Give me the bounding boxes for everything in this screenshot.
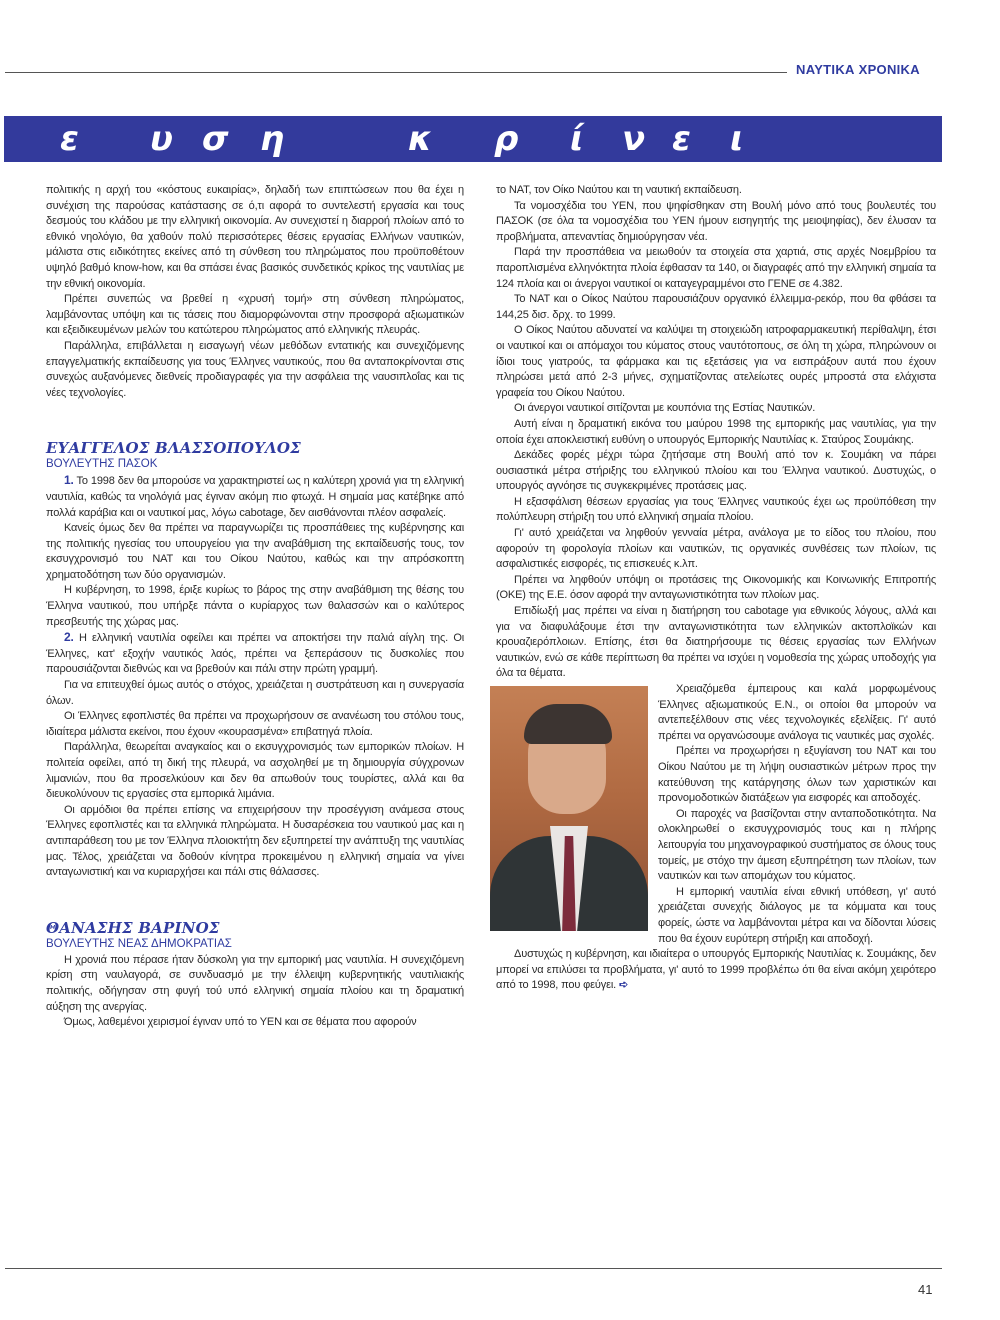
- paragraph: το ΝΑΤ, τον Οίκο Ναύτου και τη ναυτική εκπαίδευση.: [496, 184, 742, 196]
- banner-letter: ι: [730, 119, 744, 159]
- paragraph-text: Η ελληνική ναυτιλία οφείλει και πρέπει να αποκτήσει την παλιά αίγλη της. Οι Έλληνες, κατ' εξοχήν ναυτικός λαός, πρέπει να ξεπεράσουν τις δυσκολίες που παρουσιάζονται διεθνώς και να βρεθούν και πάλι στην πρώτη γραμμή.: [46, 632, 465, 676]
- portrait-photo: [490, 686, 648, 931]
- paragraph: Οι άνεργοι ναυτικοί σιτίζονται με κουπόνια της Εστίας Ναυτικών.: [514, 402, 816, 415]
- paragraph: Ο Οίκος Ναύτου αδυνατεί να καλύψει τη στοιχειώδη ιατροφαρμακευτική περίθαλψη, έτσι οι ναυτικοί και οι απόμαχοι του κύματος στους ναυτότοπους, σε όλη τη χώρα, πληρώνουν οι ίδιοι τους γιατρούς, τα φάρμακα και τις εξετάσεις για να εισπράξουν αυτά που έχουν πληρώσει μετά από 2-3 μήνες, σχηματίζοντας ατελείωτες ουρές μπροστά στα ελάχιστα γραφεία του Οίκου Ναύτου.: [496, 324, 936, 399]
- banner-letter: κ: [408, 119, 433, 159]
- paragraph: Παράλληλα, θεωρείται αναγκαίος και ο εκσυγχρονισμός των εμπορικών πλοίων. Η πολιτεία οφείλει, από τη δική της πλευρά, να ασχοληθεί με τη δημιουργία σύγχρονων λιμανιών, που θα προσελκύουν και δεν θα απωθούν τους τουρίστες, αλλά και θα διευκολύνουν τις εργασίες στα εμπορικά λιμάνια.: [46, 741, 464, 801]
- question-number: 1.: [64, 473, 74, 488]
- magazine-name: ΝΑΥΤΙΚΑ ΧΡΟΝΙΚΑ: [796, 62, 920, 77]
- paragraph: Πρέπει να προχωρήσει η εξυγίανση του ΝΑΤ και του Οίκου Ναύτου με τη λήψη ουσιαστικών μέτρων προς την κατεύθυνση της κατάργησης όλων των χαριστικών και προνομοδοτικών διατάξεων για εισφορές και αποδοχές.: [658, 745, 936, 805]
- paragraph: Γι' αυτό χρειάζεται να ληφθούν γενναία μέτρα, ανάλογα με το είδος του πλοίου, που αφορούν τη φορολογία πλοίων και ναυτικών, τις οργανικές συνθέσεις των πλοίων, τις ασφαλιστικές εισφορές, τις επισκευές κ.λπ.: [496, 527, 936, 571]
- paragraph: Η κυβέρνηση, το 1998, έριξε κυρίως το βάρος της στην αναβάθμιση της θέσης του Έλληνα ναυτικού, που υπήρξε πάντα ο κυρίαρχος των θαλασσών και ο καλύτερος πρεσβευτής της χώρας μας.: [46, 584, 464, 628]
- paragraph-text: Δυστυχώς η κυβέρνηση, και ιδιαίτερα ο υπουργός Εμπορικής Ναυτιλίας κ. Σουμάκης, δεν μπορεί να επιλύσει τα προβλήματα, γι' αυτό το 1999 προβλέπω ότι θα είναι ακόμη χειρότερο από το 1998, που φεύγει.: [496, 948, 936, 992]
- paragraph: Επιδίωξή μας πρέπει να είναι η διατήρηση του cabotage για εθνικούς λόγους, αλλά και για να διαφυλάξουμε έτσι την ανταγωνιστικότητα των ελληνικών ακτοπλοϊκών και κρουαζιερόπλοιων. Επίσης, έτσι θα διατηρήσουμε τις θέσεις εργασίας των Ελλήνων ναυτικών, ενώ σε κάθε περίπτωση θα πρέπει να ισχύει η νομοθεσία της χώρας υποδοχής για όλα τα θέματα.: [496, 605, 936, 680]
- paragraph: Η χρονιά που πέρασε ήταν δύσκολη για την εμπορική μας ναυτιλία. Η συνεχιζόμενη κρίση στη ναυλαγορά, σε συνδυασμό με την έλλειψη κυβερνητικής ναυτιλιακής πολιτικής, οδήγησαν στη φυγή τού υπό ελληνική σημαία πλοίου και τη δραματική αύξηση της ανεργίας.: [46, 953, 464, 1013]
- banner-letter: ε: [60, 119, 79, 159]
- paragraph: Αυτή είναι η δραματική εικόνα του μαύρου 1998 της εμπορικής μας ναυτιλίας, για την οποία έχει αποκλειστική ευθύνη ο υπουργός Εμπορικής Ναυτιλίας κ. Σταύρος Σουμάκης.: [496, 417, 936, 446]
- end-arrow-icon: ➪: [618, 979, 629, 992]
- section-banner: [4, 116, 942, 162]
- paragraph: Πρέπει συνεπώς να βρεθεί η «χρυσή τομή» στη σύνθεση πληρώματος, λαμβάνοντας υπόψη και τις τάσεις που διαμορφώνονται στην προσφορά αξιωματικών και εξειδικευμένων μελών του κατώτερου πληρώματος από ελληνικής πλευράς.: [46, 293, 464, 337]
- banner-letter: η: [260, 119, 285, 159]
- paragraph: Κανείς όμως δεν θα πρέπει να παραγνωρίζει τις προσπάθειες της κυβέρνησης και της πολιτικής ηγεσίας του υπουργείου για την αναβάθμιση της εκπαίδευσής τους, τον εκσυγχρονισμό του ΝΑΤ και του Οίκου Ναύτου, καθώς και την απρόσκοπτη χρηματοδότηση των δύο οργανισμών.: [46, 522, 464, 581]
- banner-letter: ε: [672, 119, 691, 159]
- banner-letter: ν: [622, 119, 646, 159]
- paragraph: Οι αρμόδιοι θα πρέπει επίσης να επιχειρήσουν την προσέγγιση ανάμεσα στους Έλληνες εφοπλιστές και τα ελληνικά πληρώματα. Η δυσαρέσκεια του ναυτικού μας και η αντιπαράθεση του με τον Έλληνα πλοιοκτήτη δεν εξυπηρετεί την ανάπτυξη της ναυτιλίας μας. Τέλος, χρειάζεται να δοθούν κίνητρα προκειμένου η ελληνική σημαία να γίνει ανταγωνιστική και να κυριαρχήσει και πάλι στις θάλασσες.: [46, 803, 464, 879]
- right-column: [496, 183, 936, 994]
- paragraph: Οι Έλληνες εφοπλιστές θα πρέπει να προχωρήσουν σε ανανέωση του στόλου τους, ιδιαίτερα μάλιστα εκείνοι, που έχουν «κουρασμένα» επιβατηγά πλοία.: [46, 710, 464, 738]
- paragraph: Η εμπορική ναυτιλία είναι εθνική υπόθεση, γι' αυτό χρειάζεται συνεχής διάλογος με τα κόμματα και τους φορείς, ώστε να λαμβάνονται μέτρα και να δίδονται λύσεις που θα έχουν ευρύτερη στήριξη και αποδοχή.: [658, 885, 936, 945]
- paragraph-text: Το 1998 δεν θα μπορούσε να χαρακτηριστεί ως η καλύτερη χρονιά για τη ελληνική ναυτιλία, καθώς τα νηολόγιά μας έγιναν ακόμη πιο φτωχά. Η σημαία μας κατέβηκε από πολλά καράβια και οι ναυτικοί μας, λόγω cabotage, δεν αισθάνονται πλέον ασφαλείς.: [46, 475, 464, 519]
- paragraph: Πρέπει να ληφθούν υπόψη οι προτάσεις της Οικονομικής και Κοινωνικής Επιτροπής (ΟΚΕ) της Ε.Ε. όσον αφορά την ανταγωνιστικότητα των πλοίων μας.: [496, 573, 936, 602]
- photo-hair: [524, 704, 612, 744]
- paragraph: Δεκάδες φορές μέχρι τώρα ζητήσαμε στη Βουλή από τον κ. Σουμάκη να πάρει ουσιαστικά μέτρα στήριξης του ελληνικού πλοίου και του Έλληνα ναυτικού. Δυστυχώς, ο υπουργός αγνόησε τις συγκεκριμένες προτάσεις μας.: [496, 449, 936, 493]
- author-name: ΕΥΑΓΓΕΛΟΣ ΒΛΑΣΣΟΠΟΥΛΟΣ: [46, 439, 301, 458]
- banner-letter: ί: [570, 119, 584, 159]
- page-number: 41: [918, 1282, 933, 1297]
- paragraph: Η εξασφάλιση θέσεων εργασίας για τους Έλληνες ναυτικούς έχει ως προϋπόθεση την πολύπλευρη στήριξη του υπό ελληνική σημαία πλοίου.: [496, 495, 936, 524]
- footer-rule: [5, 1268, 942, 1269]
- paragraph: Για να επιτευχθεί όμως αυτός ο στόχος, χρειάζεται η συστράτευση και η συνεργασία όλων.: [46, 679, 464, 707]
- author-name: ΘΑΝΑΣΗΣ ΒΑΡΙΝΟΣ: [46, 918, 220, 937]
- paragraph: πολιτικής η αρχή του «κόστους ευκαιρίας», δηλαδή των επιπτώσεων που θα έχει η συνέχιση της παρούσας κατάστασης σε ό,τι αφορά το συντελεστή εργασία και τους δεσμούς του κλάδου με την ελληνική οικονομία. Αν συνεχιστεί η διαρροή πλοίων από το εθνικό νηολόγιο, θα χαθούν πολύ περισσότερες θέσεις εργασίας Ελλήνων ναυτικών, μάλιστα στις ειδικότητες εκείνες από τη σύνθεση του πληρώματος που προϋποθέτουν υψηλό βαθμό know-how, και θα σπάσει ένας βασικός συνδετικός κρίκος της ναυτιλίας με την εθνική οικονομία.: [46, 184, 464, 290]
- paragraph: Το ΝΑΤ και ο Οίκος Ναύτου παρουσιάζουν οργανικό έλλειμμα-ρεκόρ, που θα φθάσει τα 144,25 δισ. δρχ. το 1999.: [496, 293, 936, 321]
- paragraph: [496, 947, 936, 994]
- left-column: [46, 183, 464, 1031]
- paragraph: Χρειαζόμεθα έμπειρους και καλά μορφωμένους Έλληνες αξιωματικούς Ε.Ν., οι οποίοι θα μπορούν να αντεπεξέλθουν στις νέες τεχνολογικές εξελίξεις. Γι' αυτό πρέπει να οργανώσουμε ανάλογα τις ναυτικές μας σχολές.: [658, 683, 936, 742]
- paragraph: Παράλληλα, επιβάλλεται η εισαγωγή νέων μεθόδων εντατικής και συνεχιζόμενης επαγγελματικής εκπαίδευσης για τους Έλληνες ναυτικούς, που θα ανταποκρίνονται στις συνεχώς αυξανόμενες διεθνείς προδιαγραφές για την ασφάλεια της ναυσιπλοΐας και τις νέες τεχνολογίες.: [46, 339, 464, 399]
- question-number: 2.: [64, 630, 74, 645]
- paragraph: Παρά την προσπάθεια να μειωθούν τα στοιχεία στα χαρτιά, στις αρχές Νοεμβρίου τα παροπλισμένα ελληνόκτητα πλοία έφθασαν τα 140, οι διαγραφές από την ελληνική σημαία τα 124 πλοία και οι άνεργοι ναυτικοί οι καταγεγραμμένοι στο ΓΕΝΕ σε 4.382.: [496, 246, 936, 290]
- paragraph: Τα νομοσχέδια του ΥΕΝ, που ψηφίσθηκαν στη Βουλή μόνο από τους βουλευτές του ΠΑΣΟΚ (σε όλα τα νομοσχέδια του ΥΕΝ ήμουν εισηγητής της μειοψηφίας), δεν έλυσαν τα προβλήματα, απεναντίας δημιούργησαν νέα.: [496, 199, 936, 243]
- paragraph: [46, 473, 464, 521]
- author-role: ΒΟΥΛΕΥΤΗΣ ΝΕΑΣ ΔΗΜΟΚΡΑΤΙΑΣ: [46, 937, 232, 950]
- author-role: ΒΟΥΛΕΥΤΗΣ ΠΑΣΟΚ: [46, 458, 158, 471]
- header-rule: [5, 72, 787, 73]
- paragraph: [46, 630, 464, 678]
- banner-letter: υ: [150, 119, 173, 159]
- banner-letter: σ: [202, 119, 229, 159]
- paragraph: Οι παροχές να βασίζονται στην ανταποδοτικότητα. Να ολοκληρωθεί ο εκσυγχρονισμός τους και η πλήρης λειτουργία του μηχανογραφικού συστήματος σε όλους τους τομείς, με στόχο την άμεση εξυπηρέτηση των πλοίων, των ναυτικών και των απομάχων του κύματος.: [658, 807, 936, 883]
- paragraph: Όμως, λαθεμένοι χειρισμοί έγιναν υπό το ΥΕΝ και σε θέματα που αφορούν: [64, 1016, 417, 1029]
- banner-letter: ρ: [494, 119, 519, 159]
